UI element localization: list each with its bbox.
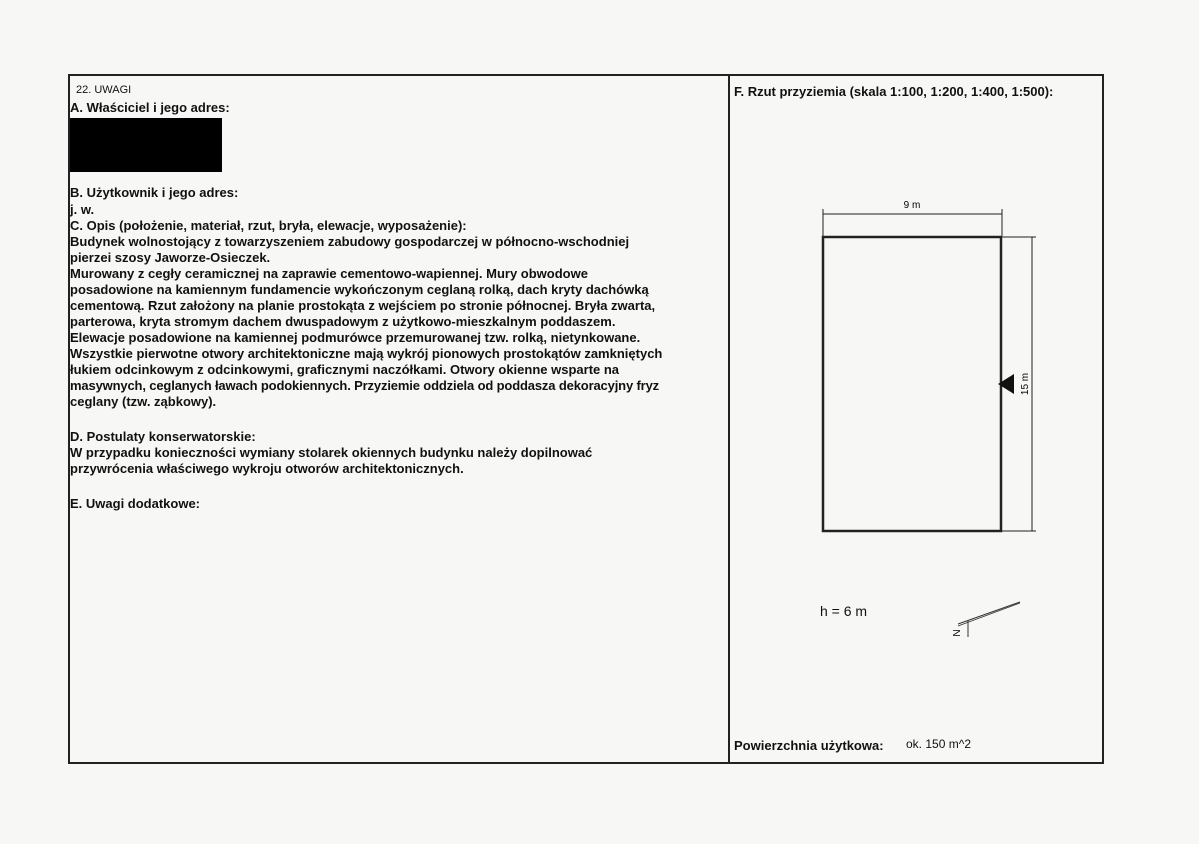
description-line: Wszystkie pierwotne otwory architektoniczne mają wykrój pionowych prostokątów zamkniętych	[70, 346, 663, 361]
remarks-heading: E. Uwagi dodatkowe:	[70, 496, 201, 511]
description-line: Budynek wolnostojący z towarzyszeniem zabudowy gospodarczej w północno-wschodniej	[70, 234, 630, 249]
owner-heading: A. Właściciel i jego adres:	[70, 100, 230, 115]
postulates-line: W przypadku konieczności wymiany stolarek okiennych budynku należy dopilnować	[70, 445, 593, 460]
section-number: 22. UWAGI	[76, 84, 132, 96]
description-line: parterowa, kryta stromym dachem dwuspadowym z użytkowo-mieszkalnym poddaszem.	[70, 314, 616, 329]
postulates-heading: D. Postulaty konserwatorskie:	[70, 429, 256, 444]
ground-plan-title: F. Rzut przyziemia (skala 1:100, 1:200, 1:400, 1:500):	[734, 84, 1054, 99]
description-heading: C. Opis (położenie, materiał, rzut, bryła, elewacje, wyposażenie):	[70, 218, 467, 233]
description-line: łukiem odcinkowym z odcinkowymi, graficznymi naczółkami. Otwory okienne wsparte na	[70, 362, 620, 377]
record-card	[68, 74, 1104, 764]
description-line: ceglany (tzw. ząbkowy).	[70, 394, 217, 409]
usable-area-label: Powierzchnia użytkowa:	[734, 738, 884, 753]
north-arrow-icon	[952, 602, 1020, 637]
usable-area-value: ok. 150 m^2	[906, 737, 971, 751]
north-label: N	[952, 629, 963, 637]
postulates-line: przywrócenia właściwego wykroju otworów architektonicznych.	[70, 461, 464, 476]
floor-plan-drawing	[730, 76, 1104, 762]
description-line: Elewacje posadowione na kamiennej podmurówce przemurowanej tzw. rolką, nietynkowane.	[70, 330, 641, 345]
length-label: 15 m	[1020, 372, 1031, 396]
width-dimension	[823, 200, 1002, 236]
building-outline	[823, 237, 1001, 531]
width-label: 9 m	[903, 200, 921, 211]
user-heading: B. Użytkownik i jego adres:	[70, 185, 239, 200]
height-label: h = 6 m	[820, 603, 868, 619]
description-line: Murowany z cegły ceramicznej na zaprawie cementowo-wapiennej. Mury obwodowe	[70, 266, 588, 281]
remarks-section	[70, 76, 728, 762]
ground-plan-section	[730, 76, 1102, 762]
redacted-block	[70, 118, 222, 172]
user-value: j. w.	[70, 202, 95, 217]
description-line: posadowione na kamiennym fundamencie wykończonym ceglaną rolką, dach kryty dachówką	[70, 282, 649, 297]
description-line: masywnych, ceglanych ławach podokiennych. Przyziemie oddziela od poddasza dekoracyjny fryz	[70, 378, 660, 393]
description-line: pierzei szosy Jaworze-Osieczek.	[70, 250, 271, 265]
description-line: cementową. Rzut założony na planie prostokąta z wejściem po stronie północnej. Bryła zwarta,	[70, 298, 656, 313]
